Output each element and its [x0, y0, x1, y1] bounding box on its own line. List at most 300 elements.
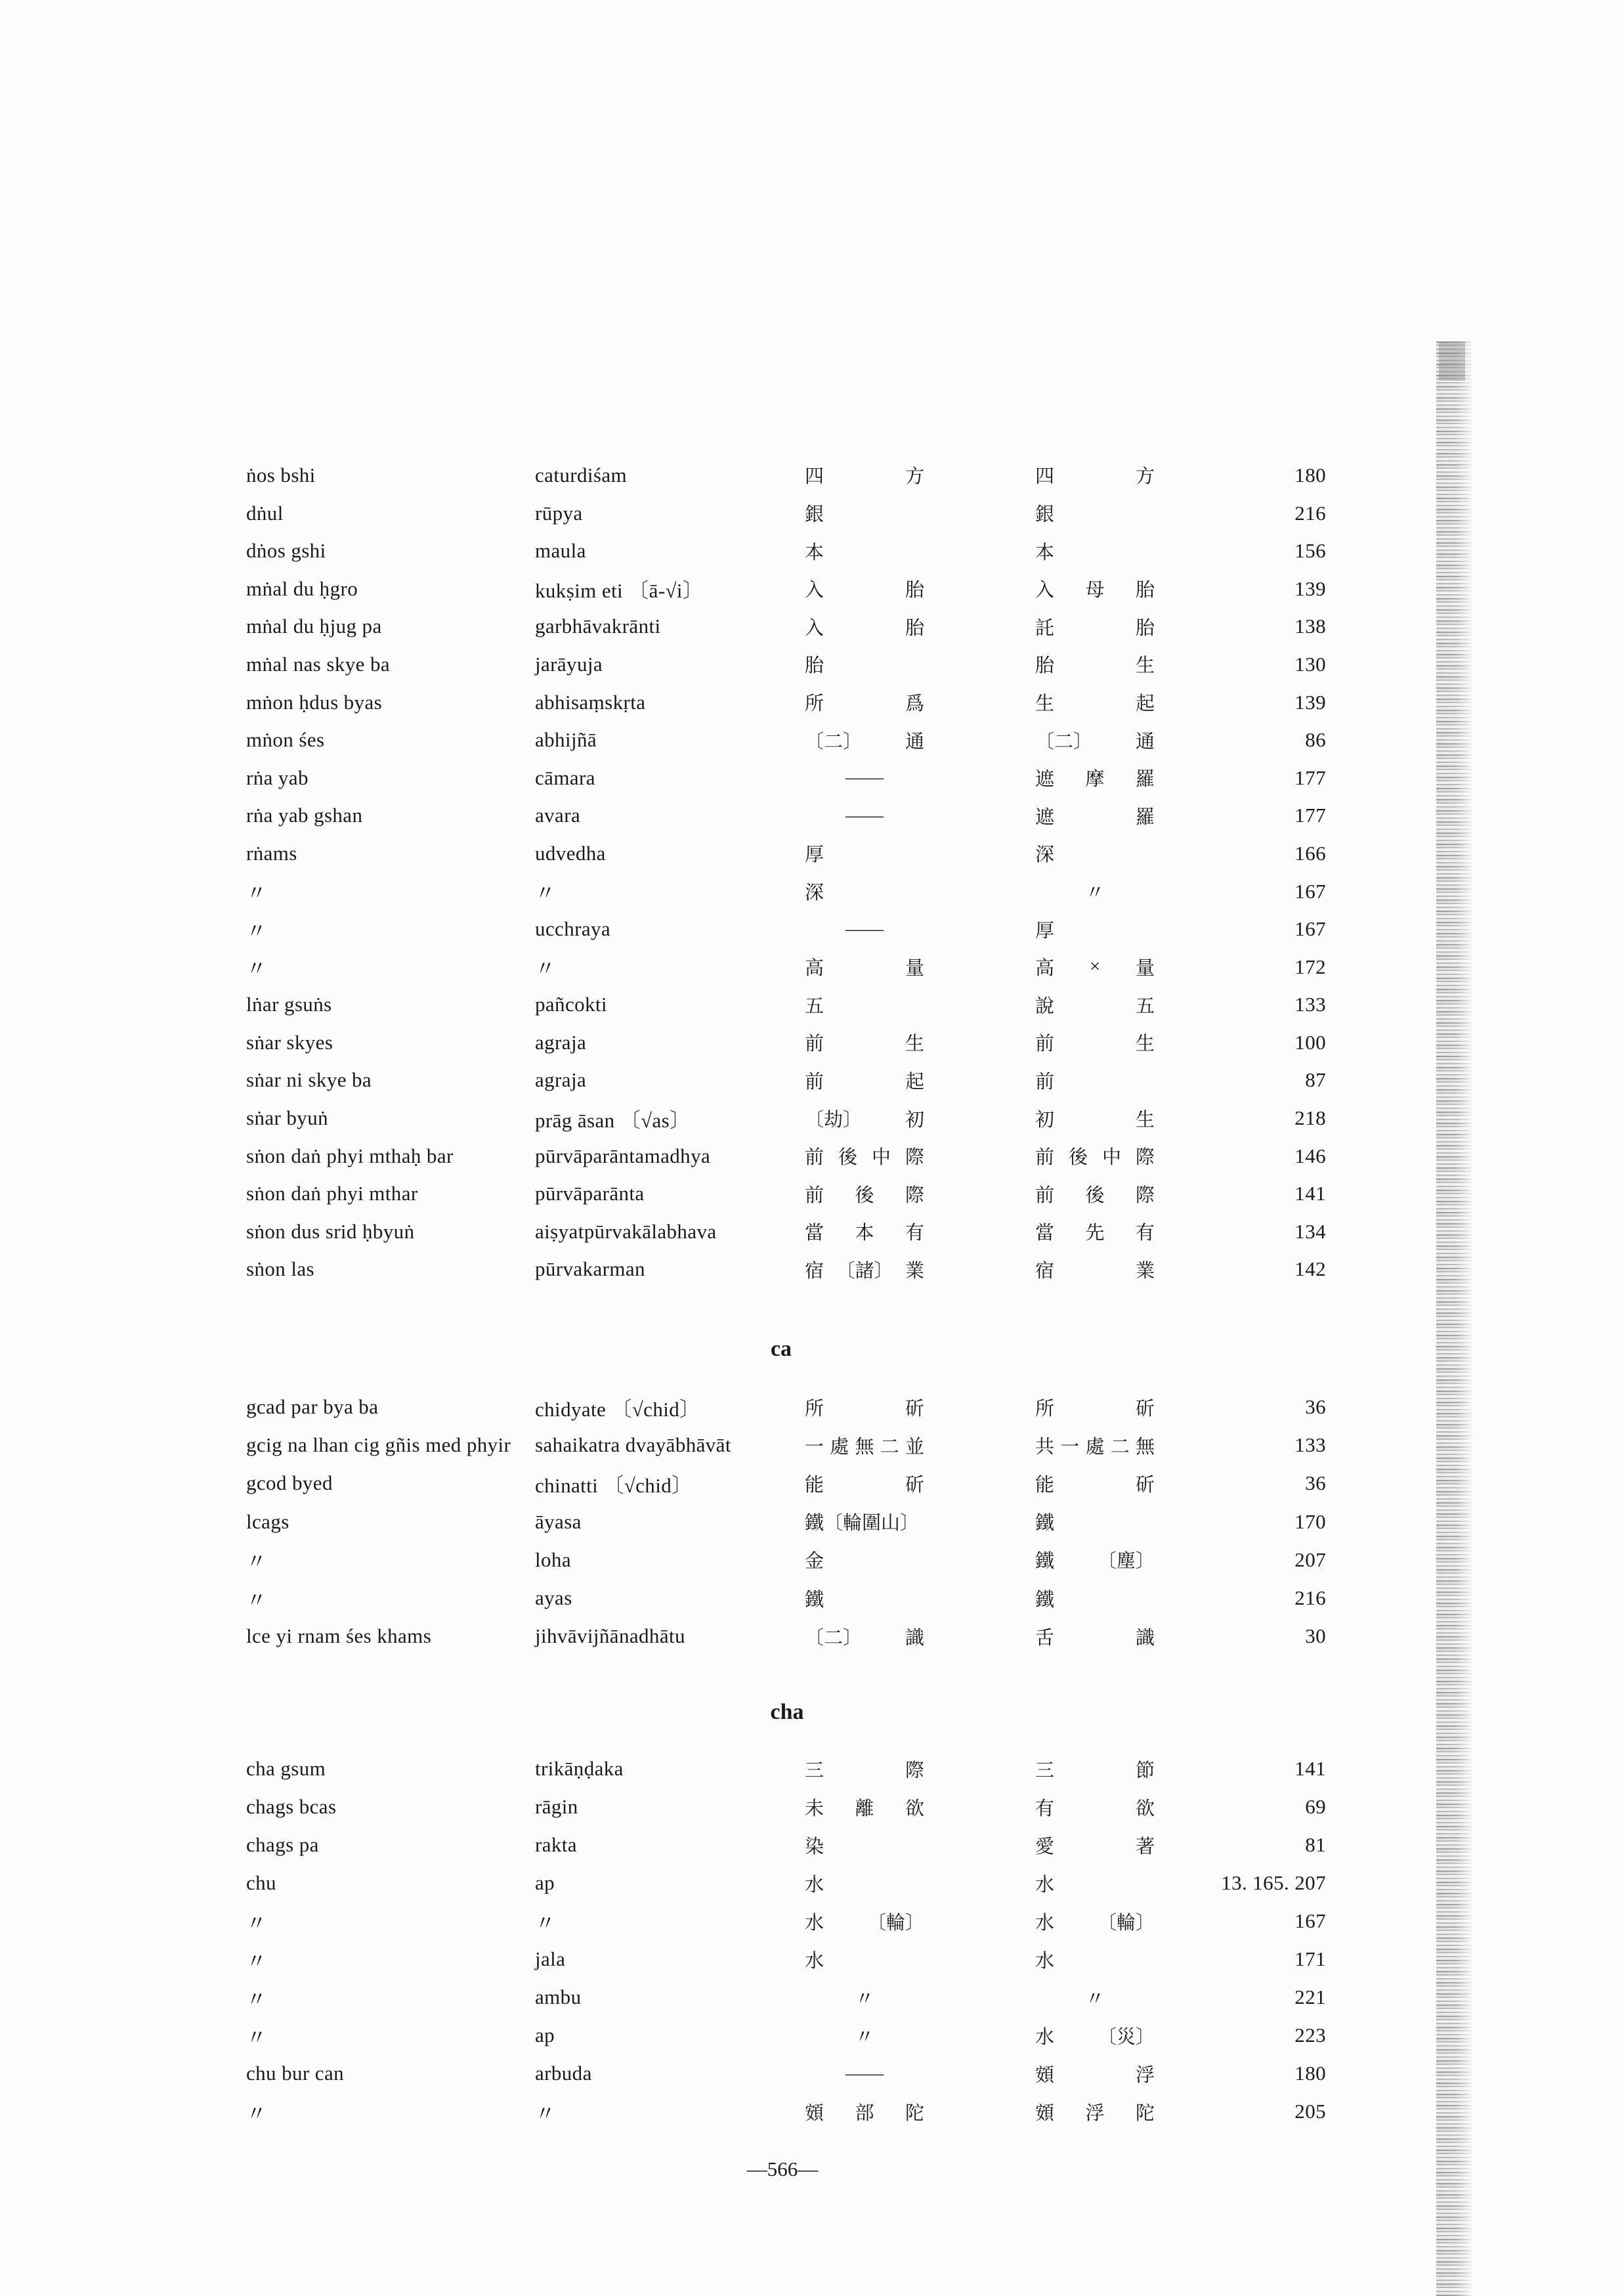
chinese-glyph-group: 方	[1135, 466, 1155, 488]
chinese-equivalent-2	[1035, 759, 1155, 797]
tibetan-term: mṅal nas skye ba	[246, 652, 391, 676]
page-reference: 223	[1294, 2024, 1326, 2047]
tibetan-term: 〃	[246, 1911, 267, 1935]
sanskrit-term: kukṣim eti 〔ā-√i〕	[535, 579, 704, 603]
chinese-equivalent-1	[805, 797, 924, 835]
tibetan-term: lce yi rnam śes khams	[246, 1624, 432, 1648]
sanskrit-term: agraja	[535, 1030, 587, 1054]
chinese-equivalent-1	[805, 1750, 924, 1788]
chinese-glyph-group: 〃	[855, 1988, 874, 2010]
chinese-equivalent-2	[1035, 1978, 1155, 2016]
chinese-glyph-group: 二	[880, 1436, 899, 1458]
tibetan-term: sṅon las	[246, 1257, 314, 1281]
entry-list	[0, 456, 1624, 1288]
chinese-equivalent-2	[1035, 532, 1155, 570]
sanskrit-term: rakta	[535, 1833, 577, 1856]
chinese-glyph-group: 初	[1035, 1109, 1055, 1131]
chinese-glyph-group: 能	[805, 1474, 824, 1496]
tibetan-term: mṅal du ḥjug pa	[246, 615, 382, 638]
chinese-glyph-group: 〔塵〕	[1097, 1551, 1155, 1572]
chinese-glyph-group: 斫	[1135, 1398, 1155, 1419]
chinese-equivalent-1	[805, 645, 924, 683]
chinese-glyph-group: 本	[1035, 542, 1055, 563]
chinese-glyph-group: 水	[805, 1912, 824, 1934]
chinese-glyph-group: 〃	[855, 2026, 874, 2048]
tibetan-term: 〃	[246, 2102, 267, 2125]
chinese-glyph-group: 處	[830, 1436, 849, 1458]
tibetan-term: gcad par bya ba	[246, 1395, 379, 1419]
chinese-glyph-group: 一	[805, 1436, 824, 1458]
chinese-glyph-group: ——	[845, 2062, 884, 2084]
chinese-equivalent-2	[1035, 873, 1155, 911]
entry-row	[0, 645, 1624, 683]
chinese-equivalent-2	[1035, 2016, 1155, 2054]
chinese-equivalent-1	[805, 759, 924, 797]
chinese-glyph-group: 有	[905, 1223, 924, 1244]
page-reference: 134	[1294, 1219, 1326, 1243]
chinese-glyph-group: 胎	[805, 655, 824, 677]
sanskrit-term: 〃	[535, 957, 556, 981]
chinese-glyph-group: 〔二〕	[1035, 731, 1093, 752]
tibetan-term: lṅar gsuṅs	[246, 993, 332, 1016]
chinese-glyph-group: 所	[1035, 1398, 1055, 1419]
chinese-glyph-group: 初	[905, 1109, 924, 1131]
page-reference: 13. 165. 207	[1221, 1871, 1326, 1894]
chinese-equivalent-1	[805, 1388, 924, 1426]
chinese-glyph-group: 前	[1035, 1184, 1055, 1206]
chinese-glyph-group: 業	[1135, 1260, 1155, 1282]
chinese-glyph-group: 高	[805, 958, 824, 980]
chinese-glyph-group: 著	[1135, 1836, 1155, 1857]
chinese-equivalent-1	[805, 494, 924, 532]
chinese-glyph-group: 節	[1135, 1760, 1155, 1781]
chinese-glyph-group: 說	[1035, 995, 1055, 1017]
page-reference: 69	[1305, 1795, 1326, 1818]
page-reference: 130	[1294, 652, 1326, 676]
chinese-glyph-group: 生	[905, 1033, 924, 1055]
entry-row	[0, 1137, 1624, 1175]
tibetan-term: sṅon daṅ phyi mthaḥ bar	[246, 1144, 454, 1167]
chinese-glyph-group: 所	[805, 1398, 824, 1419]
tibetan-term: sṅon dus srid ḥbyuṅ	[246, 1219, 415, 1243]
chinese-glyph-group: 量	[1135, 958, 1155, 980]
chinese-equivalent-1	[805, 1213, 924, 1251]
tibetan-term: chags bcas	[246, 1795, 337, 1818]
page-reference: 146	[1294, 1144, 1326, 1167]
tibetan-term: sṅar byuṅ	[246, 1106, 328, 1130]
chinese-glyph-group: 方	[905, 466, 924, 488]
chinese-glyph-group: 胎	[1135, 580, 1155, 601]
entry-row	[0, 608, 1624, 646]
chinese-equivalent-2	[1035, 1902, 1155, 1940]
chinese-glyph-group: 浮	[1135, 2064, 1155, 2086]
tibetan-term: gcig na lhan cig gñis med phyir	[246, 1433, 511, 1457]
chinese-equivalent-2	[1035, 1503, 1155, 1541]
sanskrit-term: cāmara	[535, 766, 595, 789]
sanskrit-term: sahaikatra dvayābhāvāt	[535, 1433, 731, 1457]
entry-row	[0, 570, 1624, 608]
page-reference: 36	[1305, 1395, 1326, 1419]
sanskrit-term: 〃	[535, 1911, 556, 1935]
page-reference: 156	[1294, 539, 1326, 563]
chinese-glyph-group: 〃	[1085, 882, 1105, 904]
page-reference: 141	[1294, 1182, 1326, 1205]
chinese-glyph-group: 起	[905, 1071, 924, 1093]
sanskrit-term: avara	[535, 804, 581, 827]
section-heading-cha: cha	[770, 1700, 804, 1724]
tibetan-term: mṅon ḥdus byas	[246, 690, 383, 714]
tibetan-term: sṅar skyes	[246, 1030, 333, 1054]
index-section-ca	[0, 1388, 1624, 1655]
chinese-equivalent-2	[1035, 721, 1155, 759]
entry-row	[0, 1579, 1624, 1617]
entry-row	[0, 1750, 1624, 1788]
entry-row	[0, 683, 1624, 722]
chinese-glyph-group: 羅	[1135, 806, 1155, 828]
chinese-equivalent-1	[805, 1579, 924, 1617]
chinese-glyph-group: 高	[1035, 958, 1055, 980]
chinese-glyph-group: 四	[805, 466, 824, 488]
chinese-equivalent-1	[805, 1978, 924, 2016]
chinese-equivalent-2	[1035, 1426, 1155, 1464]
tibetan-term: mṅon śes	[246, 728, 325, 752]
chinese-glyph-group: 〔諸〕	[836, 1260, 893, 1282]
chinese-glyph-group: 並	[905, 1436, 924, 1458]
chinese-equivalent-1	[805, 721, 924, 759]
chinese-glyph-group: 前	[805, 1033, 824, 1055]
entry-row	[0, 797, 1624, 835]
chinese-glyph-group: 陀	[905, 2102, 924, 2124]
chinese-equivalent-2	[1035, 1137, 1155, 1175]
chinese-equivalent-2	[1035, 1024, 1155, 1062]
sanskrit-term: rūpya	[535, 501, 583, 525]
chinese-equivalent-2	[1035, 494, 1155, 532]
entry-row	[0, 1464, 1624, 1502]
chinese-glyph-group: 中	[1101, 1147, 1121, 1169]
page-reference: 170	[1294, 1509, 1326, 1533]
chinese-glyph-group: 際	[1135, 1184, 1155, 1206]
page-reference: 133	[1294, 993, 1326, 1016]
sanskrit-term: udvedha	[535, 841, 606, 865]
entry-row	[0, 1503, 1624, 1541]
entry-row	[0, 1099, 1624, 1137]
chinese-glyph-group: 鐵	[1035, 1513, 1055, 1534]
chinese-glyph-group: 前	[805, 1184, 824, 1206]
chinese-equivalent-2	[1035, 1251, 1155, 1289]
sanskrit-term: pūrvakarman	[535, 1257, 645, 1281]
chinese-glyph-group: 三	[1035, 1760, 1055, 1781]
entry-row	[0, 1788, 1624, 1826]
chinese-equivalent-2	[1035, 1788, 1155, 1826]
entry-row	[0, 1175, 1624, 1213]
sanskrit-term: pañcokti	[535, 993, 607, 1016]
chinese-glyph-group: 通	[1135, 731, 1155, 752]
chinese-equivalent-2	[1035, 834, 1155, 873]
chinese-glyph-group: 前	[1035, 1147, 1055, 1169]
page-reference: 166	[1294, 841, 1326, 865]
chinese-glyph-group: 能	[1035, 1474, 1055, 1496]
chinese-equivalent-2	[1035, 1213, 1155, 1251]
chinese-glyph-group: 金	[805, 1551, 824, 1572]
entry-row	[0, 1213, 1624, 1251]
tibetan-term: lcags	[246, 1509, 289, 1533]
chinese-equivalent-1	[805, 1503, 924, 1541]
page-reference: 36	[1305, 1471, 1326, 1495]
tibetan-term: 〃	[246, 1588, 267, 1612]
chinese-glyph-group: 〔二〕	[805, 1627, 863, 1649]
chinese-glyph-group: 有	[1035, 1798, 1055, 1819]
page-reference: 207	[1294, 1548, 1326, 1571]
chinese-glyph-group: ——	[845, 804, 884, 826]
entry-row	[0, 721, 1624, 759]
chinese-glyph-group: 宿	[805, 1260, 824, 1282]
chinese-glyph-group: 入	[805, 580, 824, 601]
page-reference: 218	[1294, 1106, 1326, 1130]
chinese-glyph-group: 深	[805, 882, 824, 904]
chinese-glyph-group: 五	[805, 995, 824, 1017]
page-reference: 216	[1294, 1586, 1326, 1610]
entry-row	[0, 948, 1624, 986]
sanskrit-term: jarāyuja	[535, 652, 603, 676]
chinese-glyph-group: 水	[1035, 1874, 1055, 1895]
section-heading-ca: ca	[770, 1337, 792, 1361]
chinese-equivalent-1	[805, 1175, 924, 1213]
chinese-glyph-group: 胎	[1135, 617, 1155, 639]
chinese-glyph-group: ——	[845, 767, 884, 789]
chinese-glyph-group: 際	[905, 1184, 924, 1206]
page-reference: 133	[1294, 1433, 1326, 1457]
entry-row	[0, 1024, 1624, 1062]
chinese-equivalent-1	[805, 1137, 924, 1175]
entry-row	[0, 2054, 1624, 2092]
entry-list	[0, 1750, 1624, 2131]
chinese-glyph-group: 無	[1135, 1436, 1155, 1458]
chinese-glyph-group: 爲	[905, 693, 924, 715]
chinese-glyph-group: 〃	[1085, 1988, 1105, 2010]
page-reference: 86	[1305, 728, 1326, 752]
tibetan-term: ṅos bshi	[246, 463, 316, 487]
chinese-glyph-group: 業	[905, 1260, 924, 1282]
chinese-equivalent-2	[1035, 1175, 1155, 1213]
chinese-glyph-group: 水	[1035, 1950, 1055, 1972]
chinese-glyph-group: 有	[1135, 1223, 1155, 1244]
tibetan-term: dṅul	[246, 501, 284, 525]
entry-row	[0, 834, 1624, 873]
page-reference: 167	[1294, 879, 1326, 903]
chinese-glyph-group: 生	[1135, 1109, 1155, 1131]
sanskrit-term: pūrvāparānta	[535, 1182, 645, 1205]
chinese-glyph-group: 〔輪〕	[1097, 1912, 1155, 1934]
tibetan-term: 〃	[246, 1550, 267, 1574]
page-reference: 167	[1294, 1909, 1326, 1932]
chinese-glyph-group: 胎	[1035, 655, 1055, 677]
chinese-equivalent-2	[1035, 1099, 1155, 1137]
page-reference: 180	[1294, 463, 1326, 487]
tibetan-term: chu bur can	[246, 2062, 345, 2085]
page-reference: 139	[1294, 576, 1326, 600]
chinese-equivalent-2	[1035, 1940, 1155, 1978]
chinese-equivalent-2	[1035, 2054, 1155, 2092]
chinese-glyph-group: 頞	[805, 2102, 824, 2124]
sanskrit-term: caturdiśam	[535, 463, 628, 487]
chinese-equivalent-2	[1035, 910, 1155, 948]
tibetan-term: rṅa yab	[246, 766, 309, 789]
sanskrit-term: 〃	[535, 2102, 556, 2125]
chinese-glyph-group: 鐵	[805, 1589, 824, 1611]
entry-row	[0, 1864, 1624, 1902]
chinese-equivalent-1	[805, 873, 924, 911]
chinese-glyph-group: 頞	[1035, 2064, 1055, 2086]
chinese-glyph-group: 生	[1135, 655, 1155, 677]
tibetan-term: rṅa yab gshan	[246, 804, 363, 827]
entry-row	[0, 1617, 1624, 1655]
chinese-glyph-group: 際	[905, 1147, 924, 1169]
chinese-glyph-group: 未	[805, 1798, 824, 1819]
chinese-equivalent-1	[805, 1426, 924, 1464]
index-section	[0, 456, 1624, 1288]
sanskrit-term: 〃	[535, 882, 556, 905]
chinese-equivalent-1	[805, 1464, 924, 1502]
chinese-glyph-group: 母	[1085, 580, 1105, 601]
chinese-glyph-group: 後	[1085, 1184, 1105, 1206]
chinese-glyph-group: 胎	[905, 580, 924, 601]
sanskrit-term: arbuda	[535, 2062, 592, 2085]
chinese-equivalent-1	[805, 1024, 924, 1062]
page-reference: 172	[1294, 955, 1326, 978]
tibetan-term: 〃	[246, 1987, 267, 2011]
sanskrit-term: prāg āsan 〔√as〕	[535, 1108, 691, 1132]
chinese-equivalent-1	[805, 948, 924, 986]
chinese-glyph-group: ——	[845, 918, 884, 940]
entry-row	[0, 1826, 1624, 1864]
entry-row	[0, 910, 1624, 948]
chinese-glyph-group: 鐵	[1035, 1589, 1055, 1611]
page-reference: 142	[1294, 1257, 1326, 1281]
chinese-glyph-group: 後	[838, 1147, 857, 1169]
chinese-glyph-group: 託	[1035, 617, 1055, 639]
chinese-glyph-group: 起	[1135, 693, 1155, 715]
sanskrit-term: chidyate 〔√chid〕	[535, 1397, 700, 1421]
sanskrit-term: ambu	[535, 1985, 582, 2008]
entry-row	[0, 1978, 1624, 2016]
chinese-equivalent-1	[805, 1826, 924, 1864]
chinese-equivalent-1	[805, 532, 924, 570]
chinese-equivalent-1	[805, 608, 924, 646]
chinese-equivalent-2	[1035, 2092, 1155, 2131]
chinese-glyph-group: 厚	[1035, 920, 1055, 942]
chinese-glyph-group: 無	[855, 1436, 874, 1458]
chinese-equivalent-2	[1035, 1541, 1155, 1579]
sanskrit-term: maula	[535, 539, 586, 563]
chinese-glyph-group: 二	[1110, 1436, 1130, 1458]
entry-row	[0, 2016, 1624, 2054]
entry-row	[0, 986, 1624, 1024]
chinese-equivalent-2	[1035, 797, 1155, 835]
chinese-glyph-group: 染	[805, 1836, 824, 1857]
chinese-glyph-group: 欲	[1135, 1798, 1155, 1819]
chinese-glyph-group: 通	[905, 731, 924, 752]
chinese-equivalent-1	[805, 683, 924, 722]
chinese-glyph-group: 水	[1035, 1912, 1055, 1934]
tibetan-term: sṅon daṅ phyi mthar	[246, 1182, 418, 1205]
chinese-glyph-group: 遮	[1035, 769, 1055, 791]
entry-row	[0, 494, 1624, 532]
entry-row	[0, 2092, 1624, 2131]
chinese-glyph-group: 識	[905, 1627, 924, 1649]
chinese-glyph-group: 三	[805, 1760, 824, 1781]
tibetan-term: chu	[246, 1871, 276, 1894]
entry-row	[0, 532, 1624, 570]
chinese-equivalent-1	[805, 1864, 924, 1902]
page-reference: 177	[1294, 766, 1326, 789]
chinese-equivalent-1	[805, 2092, 924, 2131]
chinese-equivalent-2	[1035, 1062, 1155, 1100]
chinese-glyph-group: 鐵	[1035, 1551, 1055, 1572]
entry-row	[0, 1940, 1624, 1978]
sanskrit-term: ayas	[535, 1586, 572, 1610]
chinese-glyph-group: 當	[1035, 1223, 1055, 1244]
tibetan-term: sṅar ni skye ba	[246, 1068, 372, 1092]
page-reference: 205	[1294, 2100, 1326, 2123]
chinese-glyph-group: 入	[805, 617, 824, 639]
page-reference: 141	[1294, 1757, 1326, 1780]
chinese-glyph-group: 先	[1085, 1223, 1105, 1244]
chinese-glyph-group: 際	[905, 1760, 924, 1781]
chinese-equivalent-1	[805, 2016, 924, 2054]
chinese-equivalent-1	[805, 1251, 924, 1289]
chinese-glyph-group: 中	[871, 1147, 891, 1169]
chinese-glyph-group: 離	[855, 1798, 874, 1819]
sanskrit-term: jihvāvijñānadhātu	[535, 1624, 685, 1648]
chinese-glyph-group: 〔輪〕	[866, 1912, 924, 1934]
chinese-glyph-group: 量	[905, 958, 924, 980]
chinese-equivalent-1	[805, 834, 924, 873]
sanskrit-term: ucchraya	[535, 917, 611, 941]
chinese-glyph-group: 〔二〕	[805, 731, 863, 752]
chinese-equivalent-2	[1035, 986, 1155, 1024]
chinese-glyph-group: 入	[1035, 580, 1055, 601]
page-reference: 87	[1305, 1068, 1326, 1092]
page-reference: 221	[1294, 1985, 1326, 2008]
sanskrit-term: ap	[535, 1871, 555, 1894]
chinese-glyph-group: 水	[805, 1950, 824, 1972]
chinese-equivalent-1	[805, 1788, 924, 1826]
chinese-equivalent-1	[805, 1541, 924, 1579]
chinese-equivalent-2	[1035, 1864, 1155, 1902]
scan-edge-shadow-top	[1439, 341, 1465, 381]
chinese-glyph-group: 遮	[1035, 806, 1055, 828]
entry-row	[0, 759, 1624, 797]
tibetan-term: mṅal du ḥgro	[246, 576, 358, 600]
page-reference: 216	[1294, 501, 1326, 525]
chinese-glyph-group: 摩	[1085, 769, 1105, 791]
chinese-glyph-group: 鐵〔輪圍山〕	[805, 1513, 920, 1534]
chinese-equivalent-1	[805, 2054, 924, 2092]
sanskrit-term: rāgin	[535, 1795, 578, 1818]
sanskrit-term: pūrvāparāntamadhya	[535, 1144, 711, 1167]
sanskrit-term: jala	[535, 1947, 566, 1970]
chinese-glyph-group: 部	[855, 2102, 874, 2124]
page-reference: 100	[1294, 1030, 1326, 1054]
tibetan-term: rṅams	[246, 841, 297, 865]
chinese-equivalent-1	[805, 1902, 924, 1940]
chinese-glyph-group: 愛	[1035, 1836, 1055, 1857]
entry-row	[0, 1541, 1624, 1579]
page-reference: 139	[1294, 690, 1326, 714]
chinese-equivalent-2	[1035, 948, 1155, 986]
chinese-equivalent-2	[1035, 1826, 1155, 1864]
entry-list	[0, 1388, 1624, 1655]
